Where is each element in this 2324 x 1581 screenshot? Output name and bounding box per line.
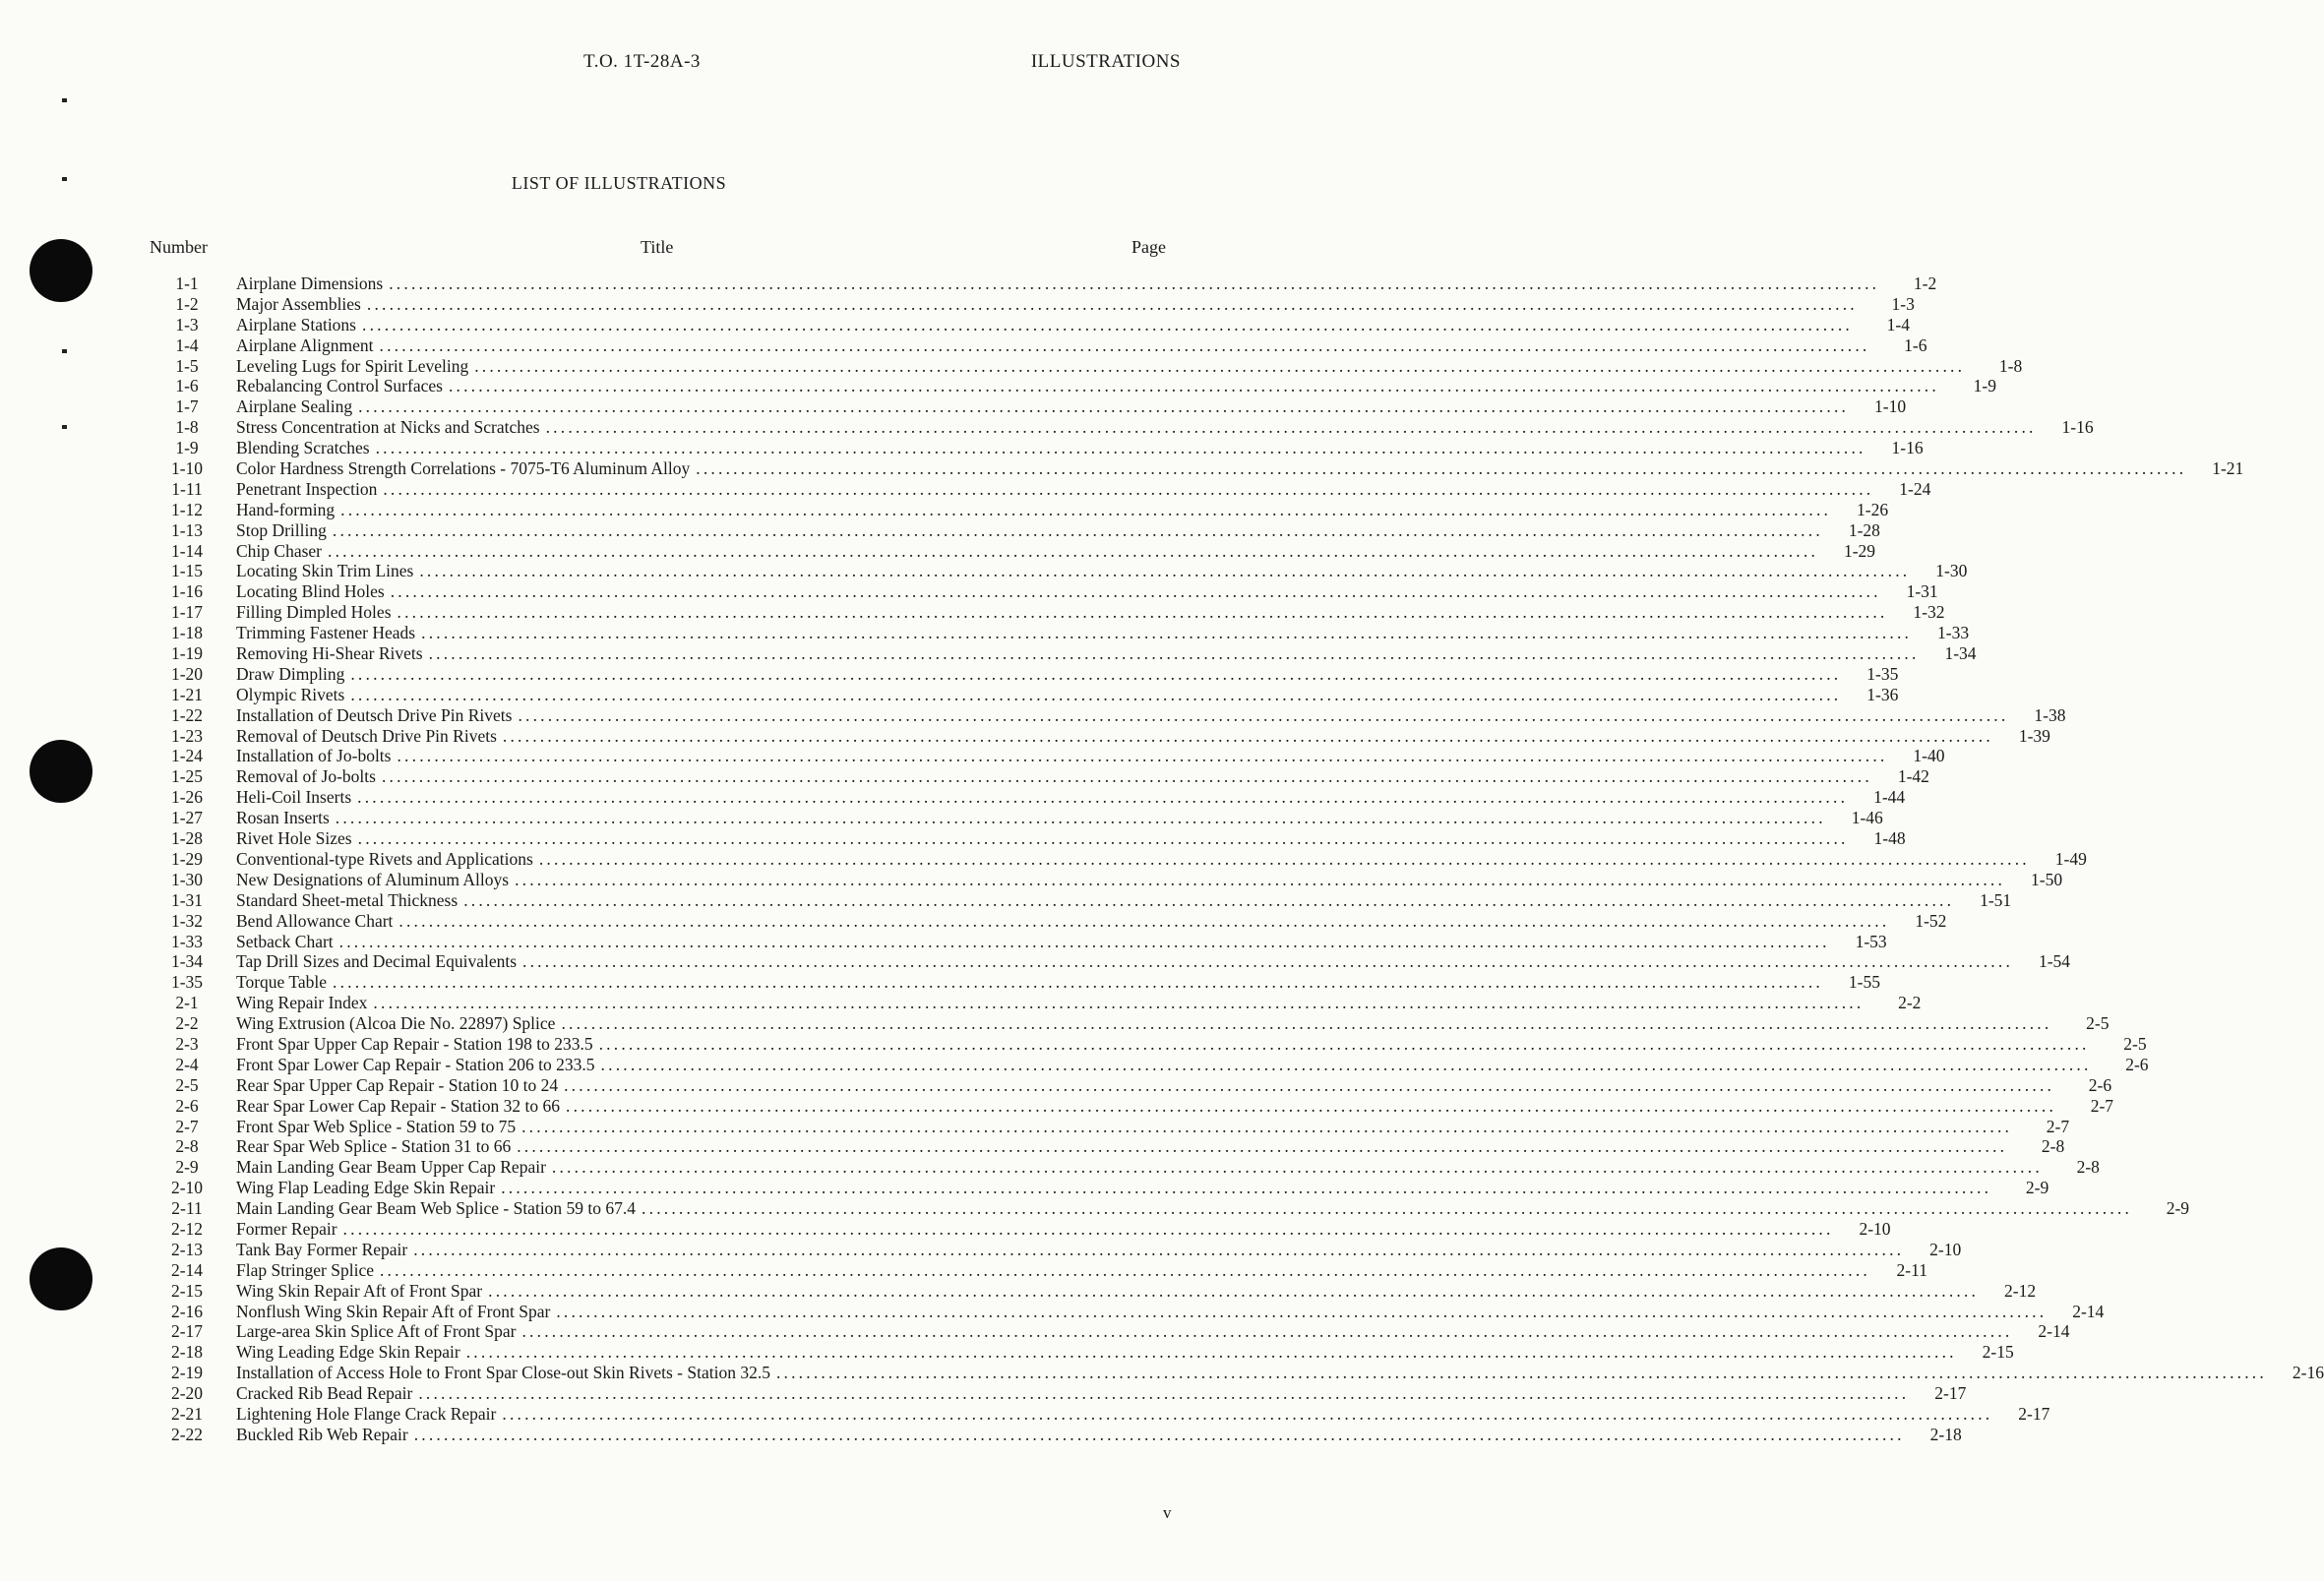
dot-leader: ........................................................................................................................................................................................................ [373, 993, 1865, 1013]
illustration-title: Rear Spar Web Splice - Station 31 to 66 [236, 1136, 512, 1157]
dot-leader: ........................................................................................................................................................................................................ [522, 951, 2014, 972]
illustration-title: Rosan Inserts [236, 808, 330, 828]
dot-leader: ........................................................................................................................................................................................................ [357, 787, 1849, 808]
dot-leader: ........................................................................................................................................................................................................ [413, 1424, 1905, 1444]
list-item [148, 1403, 2050, 1425]
list-item [148, 931, 1887, 952]
page-number: 1-21 [2212, 458, 2244, 479]
list-item [148, 1033, 2147, 1055]
page-number: 1-9 [1973, 376, 1996, 396]
dot-leader: ........................................................................................................................................................................................................ [375, 438, 1866, 458]
illustration-number: 1-11 [171, 478, 203, 499]
dot-leader: ........................................................................................................................................................................................................ [413, 1239, 1905, 1259]
list-item [148, 1136, 2065, 1157]
list-item [148, 458, 2244, 479]
page-number: 1-51 [1980, 889, 2012, 910]
dot-leader: ........................................................................................................................................................................................................ [397, 602, 1888, 623]
illustration-title: Flap Stringer Splice [236, 1259, 374, 1280]
dot-leader: ........................................................................................................................................................................................................ [515, 869, 2006, 889]
dot-leader: ........................................................................................................................................................................................................ [366, 293, 1858, 314]
illustration-number: 2-4 [175, 1054, 199, 1074]
page-number: 1-16 [2061, 417, 2094, 438]
illustration-title: Trimming Fastener Heads [236, 623, 416, 643]
illustration-number: 1-2 [175, 293, 199, 314]
list-item [148, 1074, 2112, 1096]
illustration-title: Blending Scratches [236, 438, 370, 458]
dot-leader: ........................................................................................................................................................................................................ [545, 417, 2037, 438]
dot-leader: ........................................................................................................................................................................................................ [340, 499, 1832, 519]
list-item [148, 725, 2050, 747]
illustration-number: 2-6 [175, 1095, 199, 1116]
illustration-number: 1-28 [170, 828, 204, 849]
margin-mark [62, 349, 67, 353]
illustration-title: Penetrant Inspection [236, 478, 378, 499]
page-number: 1-48 [1873, 828, 1906, 849]
dot-leader: ........................................................................................................................................................................................................ [390, 581, 1881, 602]
illustration-title: Installation of Deutsch Drive Pin Rivets [236, 704, 513, 725]
dot-leader: ........................................................................................................................................................................................................ [488, 1280, 1980, 1301]
page-number: 1-50 [2031, 869, 2063, 889]
illustration-number: 1-35 [170, 972, 204, 993]
page-number: 2-2 [1898, 993, 1922, 1013]
list-item [148, 1383, 1967, 1404]
page-number: 2-16 [2292, 1363, 2324, 1383]
list-item [148, 1259, 1927, 1281]
page-number: 2-8 [2076, 1157, 2100, 1178]
page-number: 1-54 [2038, 951, 2071, 972]
list-item [148, 746, 1945, 766]
illustration-title: Bend Allowance Chart [236, 910, 394, 931]
illustration-number: 2-5 [175, 1074, 199, 1095]
page-number: 1-52 [1915, 910, 1947, 931]
dot-leader: ........................................................................................................................................................................................................ [328, 540, 1819, 561]
page-number: 1-42 [1897, 766, 1929, 787]
dot-leader: ........................................................................................................................................................................................................ [397, 746, 1888, 766]
illustration-number: 1-23 [170, 725, 204, 746]
list-item [148, 1321, 2070, 1342]
dot-leader: ........................................................................................................................................................................................................ [333, 972, 1823, 993]
illustration-title: Airplane Dimensions [236, 274, 384, 293]
page-number: 1-36 [1866, 684, 1899, 704]
illustration-number: 1-25 [170, 766, 204, 787]
illustration-number: 1-7 [175, 396, 199, 417]
list-item [148, 581, 1938, 602]
illustration-title: Leveling Lugs for Spirit Leveling [236, 355, 469, 376]
illustration-title: Filling Dimpled Holes [236, 602, 392, 623]
dot-leader: ........................................................................................................................................................................................................ [465, 1342, 1957, 1363]
dot-leader: ........................................................................................................................................................................................................ [556, 1301, 2048, 1321]
illustration-title: Installation of Jo-bolts [236, 746, 392, 766]
page-number: 1-44 [1873, 787, 1906, 808]
illustration-title: Color Hardness Strength Correlations - 7075-T6 Aluminum Alloy [236, 458, 691, 479]
dot-leader: ........................................................................................................................................................................................................ [775, 1363, 2267, 1383]
list-item [148, 1054, 2149, 1075]
illustration-title: Stop Drilling [236, 519, 327, 540]
illustration-title: Standard Sheet-metal Thickness [236, 889, 459, 910]
illustration-title: Rear Spar Upper Cap Repair - Station 10 to 24 [236, 1074, 559, 1095]
list-item [148, 355, 2023, 377]
dot-leader: ........................................................................................................................................................................................................ [381, 766, 1872, 787]
dot-leader: ........................................................................................................................................................................................................ [501, 1178, 1992, 1198]
illustration-number: 2-2 [175, 1013, 199, 1034]
page-number: 1-2 [1913, 274, 1937, 293]
list-item [148, 396, 1907, 417]
list-item [148, 334, 1927, 356]
illustration-number: 1-30 [170, 869, 204, 889]
dot-leader: ........................................................................................................................................................................................................ [358, 396, 1850, 417]
page-number: 1-33 [1937, 623, 1970, 643]
page-number: 2-12 [2004, 1280, 2037, 1301]
dot-leader: ........................................................................................................................................................................................................ [474, 355, 1966, 376]
margin-mark [62, 98, 67, 102]
illustration-title: Airplane Alignment [236, 334, 374, 355]
illustration-title: Large-area Skin Splice Aft of Front Spar [236, 1321, 517, 1342]
illustration-number: 1-14 [170, 540, 204, 561]
illustration-title: Stress Concentration at Nicks and Scratches [236, 417, 540, 438]
page-number: 1-6 [1904, 334, 1927, 355]
page-number: 1-46 [1851, 808, 1883, 828]
illustration-number: 1-13 [170, 519, 204, 540]
dot-leader: ........................................................................................................................................................................................................ [551, 1157, 2043, 1178]
illustration-title: Nonflush Wing Skin Repair Aft of Front Spar [236, 1301, 551, 1321]
list-item [148, 1198, 2190, 1219]
dot-leader: ........................................................................................................................................................................................................ [502, 1403, 1993, 1424]
illustration-title: Wing Skin Repair Aft of Front Spar [236, 1280, 483, 1301]
list-item [148, 766, 1929, 787]
list-item [148, 848, 2087, 870]
dot-leader: ........................................................................................................................................................................................................ [517, 1136, 2008, 1157]
dot-leader: ........................................................................................................................................................................................................ [696, 458, 2187, 479]
page-number: 1-3 [1891, 293, 1915, 314]
page-number: 1-49 [2054, 848, 2087, 869]
dot-leader: ........................................................................................................................................................................................................ [383, 478, 1874, 499]
illustration-title: Rebalancing Control Surfaces [236, 376, 443, 396]
dot-leader: ........................................................................................................................................................................................................ [642, 1198, 2133, 1219]
illustration-title: Removal of Jo-bolts [236, 766, 376, 787]
list-item [148, 889, 2012, 911]
illustration-title: Installation of Access Hole to Front Spar Close-out Skin Rivets - Station 32.5 [236, 1363, 770, 1383]
illustration-number: 2-11 [171, 1198, 203, 1219]
illustration-number: 2-9 [175, 1157, 199, 1178]
list-item [148, 1424, 1962, 1445]
dot-leader: ........................................................................................................................................................................................................ [421, 623, 1913, 643]
illustration-title: Tank Bay Former Repair [236, 1239, 408, 1259]
list-item [148, 663, 1899, 685]
illustration-number: 1-20 [170, 663, 204, 684]
list-item [148, 1280, 2037, 1302]
page-number: 2-14 [2072, 1301, 2105, 1321]
illustration-title: Removal of Deutsch Drive Pin Rivets [236, 725, 497, 746]
page-number: 2-7 [2090, 1095, 2114, 1116]
illustration-number: 1-33 [170, 931, 204, 951]
list-item [148, 643, 1977, 664]
dot-leader: ........................................................................................................................................................................................................ [362, 314, 1853, 334]
dot-leader: ........................................................................................................................................................................................................ [338, 931, 1830, 951]
illustration-number: 2-16 [170, 1301, 204, 1321]
illustration-number: 2-15 [170, 1280, 204, 1301]
illustration-number: 1-3 [175, 314, 199, 334]
dot-leader: ........................................................................................................................................................................................................ [335, 808, 1826, 828]
illustration-number: 2-21 [170, 1403, 204, 1424]
illustration-title: Wing Flap Leading Edge Skin Repair [236, 1178, 496, 1198]
dot-leader: ........................................................................................................................................................................................................ [538, 848, 2030, 869]
page-number: 1-24 [1899, 478, 1931, 499]
column-header-number: Number [150, 237, 208, 257]
page-number: 2-17 [1934, 1383, 1967, 1404]
column-header-page: Page [1131, 237, 1166, 257]
list-item [148, 540, 1876, 562]
dot-leader: ........................................................................................................................................................................................................ [463, 889, 1955, 910]
illustration-title: Front Spar Web Splice - Station 59 to 75 [236, 1116, 517, 1136]
illustration-number: 1-26 [170, 787, 204, 808]
illustration-number: 2-1 [175, 993, 199, 1013]
dot-leader: ........................................................................................................................................................................................................ [398, 910, 1890, 931]
illustration-number: 2-3 [175, 1033, 199, 1054]
punch-hole [30, 1247, 92, 1310]
illustration-title: Rear Spar Lower Cap Repair - Station 32 to 66 [236, 1095, 561, 1116]
illustration-number: 1-9 [175, 438, 199, 458]
illustration-number: 1-17 [170, 602, 204, 623]
doc-number: T.O. 1T-28A-3 [583, 51, 701, 72]
page-number: 2-10 [1929, 1239, 1962, 1259]
illustration-number: 1-12 [170, 499, 204, 519]
dot-leader: ........................................................................................................................................................................................................ [389, 274, 1880, 293]
list-item [148, 417, 2094, 438]
page-number: 2-9 [2025, 1178, 2049, 1198]
list-item [148, 1178, 2049, 1198]
page-number: 1-26 [1857, 499, 1889, 519]
illustration-title: Wing Leading Edge Skin Repair [236, 1342, 460, 1363]
illustration-number: 1-8 [175, 417, 199, 438]
page-number: 2-5 [2086, 1013, 2110, 1034]
page-number: 1-32 [1913, 602, 1945, 623]
dot-leader: ........................................................................................................................................................................................................ [566, 1095, 2057, 1116]
list-item [148, 478, 1931, 500]
dot-leader: ........................................................................................................................................................................................................ [350, 663, 1842, 684]
punch-hole [30, 740, 92, 803]
illustration-title: Setback Chart [236, 931, 334, 951]
page-title: LIST OF ILLUSTRATIONS [511, 173, 727, 193]
illustration-title: Airplane Sealing [236, 396, 353, 417]
illustration-number: 1-34 [170, 951, 204, 972]
page-number: 2-6 [2125, 1054, 2149, 1074]
page-number: 2-9 [2166, 1198, 2190, 1219]
illustration-title: Locating Blind Holes [236, 581, 385, 602]
illustration-number: 2-22 [170, 1424, 204, 1444]
list-item [148, 1095, 2114, 1117]
page-number: 1-28 [1848, 519, 1880, 540]
list-item [148, 951, 2071, 972]
illustration-number: 1-22 [170, 704, 204, 725]
page-number: 2-8 [2041, 1136, 2065, 1157]
dot-leader: ........................................................................................................................................................................................................ [518, 704, 2009, 725]
illustration-title: Conventional-type Rivets and Applications [236, 848, 533, 869]
dot-leader: ........................................................................................................................................................................................................ [521, 1116, 2013, 1136]
illustration-number: 2-12 [170, 1218, 204, 1239]
illustration-title: Locating Skin Trim Lines [236, 561, 414, 581]
illustration-number: 1-4 [175, 334, 199, 355]
page-number: 1-53 [1855, 931, 1887, 951]
list-item [148, 602, 1945, 623]
list-item [148, 1218, 1891, 1240]
dot-leader: ........................................................................................................................................................................................................ [419, 561, 1911, 581]
list-item [148, 828, 1906, 849]
list-item [148, 623, 1970, 643]
illustration-number: 1-31 [170, 889, 204, 910]
page-number: 1-30 [1935, 561, 1968, 581]
illustration-number: 2-19 [170, 1363, 204, 1383]
illustration-title: Chip Chaser [236, 540, 323, 561]
illustration-number: 1-24 [170, 746, 204, 766]
illustration-title: Olympic Rivets [236, 684, 345, 704]
page-number: 2-7 [2046, 1116, 2070, 1136]
page-number: 2-10 [1859, 1218, 1891, 1239]
page-number: 1-38 [2034, 704, 2066, 725]
page-number: 1-39 [2018, 725, 2050, 746]
dot-leader: ........................................................................................................................................................................................................ [357, 828, 1849, 849]
dot-leader: ........................................................................................................................................................................................................ [428, 643, 1920, 664]
illustration-number: 1-18 [170, 623, 204, 643]
page-number: 2-18 [1929, 1424, 1962, 1444]
page-number: 2-17 [2018, 1403, 2050, 1424]
illustration-title: Wing Repair Index [236, 993, 368, 1013]
list-item [148, 704, 2066, 726]
page-number: 1-4 [1886, 314, 1910, 334]
illustration-title: Wing Extrusion (Alcoa Die No. 22897) Splice [236, 1013, 556, 1034]
column-header-title: Title [641, 237, 674, 257]
dot-leader: ........................................................................................................................................................................................................ [598, 1033, 2090, 1054]
illustration-number: 2-18 [170, 1342, 204, 1363]
illustration-title: Front Spar Lower Cap Repair - Station 206 to 233.5 [236, 1054, 595, 1074]
illustration-title: Cracked Rib Bead Repair [236, 1383, 413, 1404]
page-number: 1-29 [1843, 540, 1876, 561]
illustration-number: 1-6 [175, 376, 199, 396]
list-item [148, 869, 2063, 890]
illustration-title: Buckled Rib Web Repair [236, 1424, 408, 1444]
list-item [148, 438, 1924, 458]
list-item [148, 499, 1889, 520]
illustration-title: Rivet Hole Sizes [236, 828, 352, 849]
illustration-number: 1-15 [170, 561, 204, 581]
illustration-number: 1-29 [170, 848, 204, 869]
list-item [148, 1013, 2110, 1034]
list-item [148, 293, 1915, 315]
page-number: 1-55 [1848, 972, 1880, 993]
illustration-title: Removing Hi-Shear Rivets [236, 643, 423, 664]
dot-leader: ........................................................................................................................................................................................................ [379, 1259, 1870, 1280]
dot-leader: ........................................................................................................................................................................................................ [564, 1074, 2055, 1095]
list-item [148, 274, 1937, 294]
illustration-number: 1-1 [175, 274, 199, 293]
illustration-title: Lightening Hole Flange Crack Repair [236, 1403, 497, 1424]
dot-leader: ........................................................................................................................................................................................................ [600, 1054, 2092, 1074]
punch-hole [30, 239, 92, 302]
illustration-number: 2-14 [170, 1259, 204, 1280]
list-item [148, 1363, 2324, 1383]
list-item [148, 993, 1922, 1013]
page-number: 1-34 [1944, 643, 1977, 664]
page-number: 2-5 [2123, 1033, 2147, 1054]
illustration-number: 1-16 [170, 581, 204, 602]
illustration-title: Hand-forming [236, 499, 336, 519]
dot-leader: ........................................................................................................................................................................................................ [521, 1321, 2013, 1342]
illustration-title: Airplane Stations [236, 314, 356, 334]
list-item [148, 808, 1883, 828]
illustration-title: Torque Table [236, 972, 327, 993]
illustration-number: 1-32 [170, 910, 204, 931]
illustration-number: 2-13 [170, 1239, 204, 1259]
list-item [148, 1116, 2070, 1137]
page-folio: v [1163, 1503, 1172, 1522]
page-number: 2-15 [1982, 1342, 2014, 1363]
illustration-number: 2-7 [175, 1116, 199, 1136]
illustration-number: 2-8 [175, 1136, 199, 1157]
dot-leader: ........................................................................................................................................................................................................ [342, 1218, 1834, 1239]
dot-leader: ........................................................................................................................................................................................................ [448, 376, 1939, 396]
illustration-title: Front Spar Upper Cap Repair - Station 198 to 233.5 [236, 1033, 593, 1054]
illustration-title: New Designations of Aluminum Alloys [236, 869, 510, 889]
dot-leader: ........................................................................................................................................................................................................ [418, 1383, 1910, 1404]
list-item [148, 1301, 2105, 1322]
list-item [148, 910, 1947, 932]
illustration-number: 1-27 [170, 808, 204, 828]
dot-leader: ........................................................................................................................................................................................................ [332, 519, 1823, 540]
list-item [148, 787, 1906, 808]
illustration-number: 1-21 [170, 684, 204, 704]
list-item [148, 561, 1968, 581]
page-number: 1-40 [1913, 746, 1945, 766]
list-item [148, 519, 1880, 541]
section-heading: ILLUSTRATIONS [1030, 51, 1181, 72]
page-number: 1-8 [1998, 355, 2023, 376]
dot-leader: ........................................................................................................................................................................................................ [379, 334, 1870, 355]
illustration-number: 1-10 [170, 458, 204, 479]
illustration-number: 1-19 [170, 643, 204, 664]
list-item [148, 972, 1880, 993]
illustration-list [148, 274, 2324, 1445]
page-number: 2-6 [2088, 1074, 2112, 1095]
illustration-title: Former Repair [236, 1218, 337, 1239]
list-item [148, 1157, 2100, 1178]
illustration-number: 2-17 [170, 1321, 204, 1342]
page-number: 1-16 [1891, 438, 1924, 458]
dot-leader: ........................................................................................................................................................................................................ [502, 725, 1993, 746]
illustration-number: 2-20 [170, 1383, 204, 1404]
illustration-title: Heli-Coil Inserts [236, 787, 352, 808]
illustration-title: Major Assemblies [236, 293, 361, 314]
illustration-title: Draw Dimpling [236, 663, 345, 684]
list-item [148, 1342, 2014, 1363]
list-item [148, 314, 1910, 335]
illustration-number: 1-5 [175, 355, 199, 376]
list-item [148, 376, 1996, 396]
illustration-number: 2-10 [170, 1178, 204, 1198]
page-number: 2-11 [1896, 1259, 1927, 1280]
page-number: 1-31 [1906, 581, 1938, 602]
dot-leader: ........................................................................................................................................................................................................ [561, 1013, 2052, 1034]
illustration-title: Main Landing Gear Beam Web Splice - Station 59 to 67.4 [236, 1198, 637, 1219]
page-number: 1-10 [1874, 396, 1907, 417]
list-item [148, 684, 1899, 705]
list-item [148, 1239, 1962, 1260]
page-number: 2-14 [2038, 1321, 2070, 1342]
dot-leader: ........................................................................................................................................................................................................ [350, 684, 1842, 704]
illustration-title: Tap Drill Sizes and Decimal Equivalents [236, 951, 518, 972]
margin-mark [62, 425, 67, 429]
page-number: 1-35 [1866, 663, 1899, 684]
illustration-title: Main Landing Gear Beam Upper Cap Repair [236, 1157, 546, 1178]
